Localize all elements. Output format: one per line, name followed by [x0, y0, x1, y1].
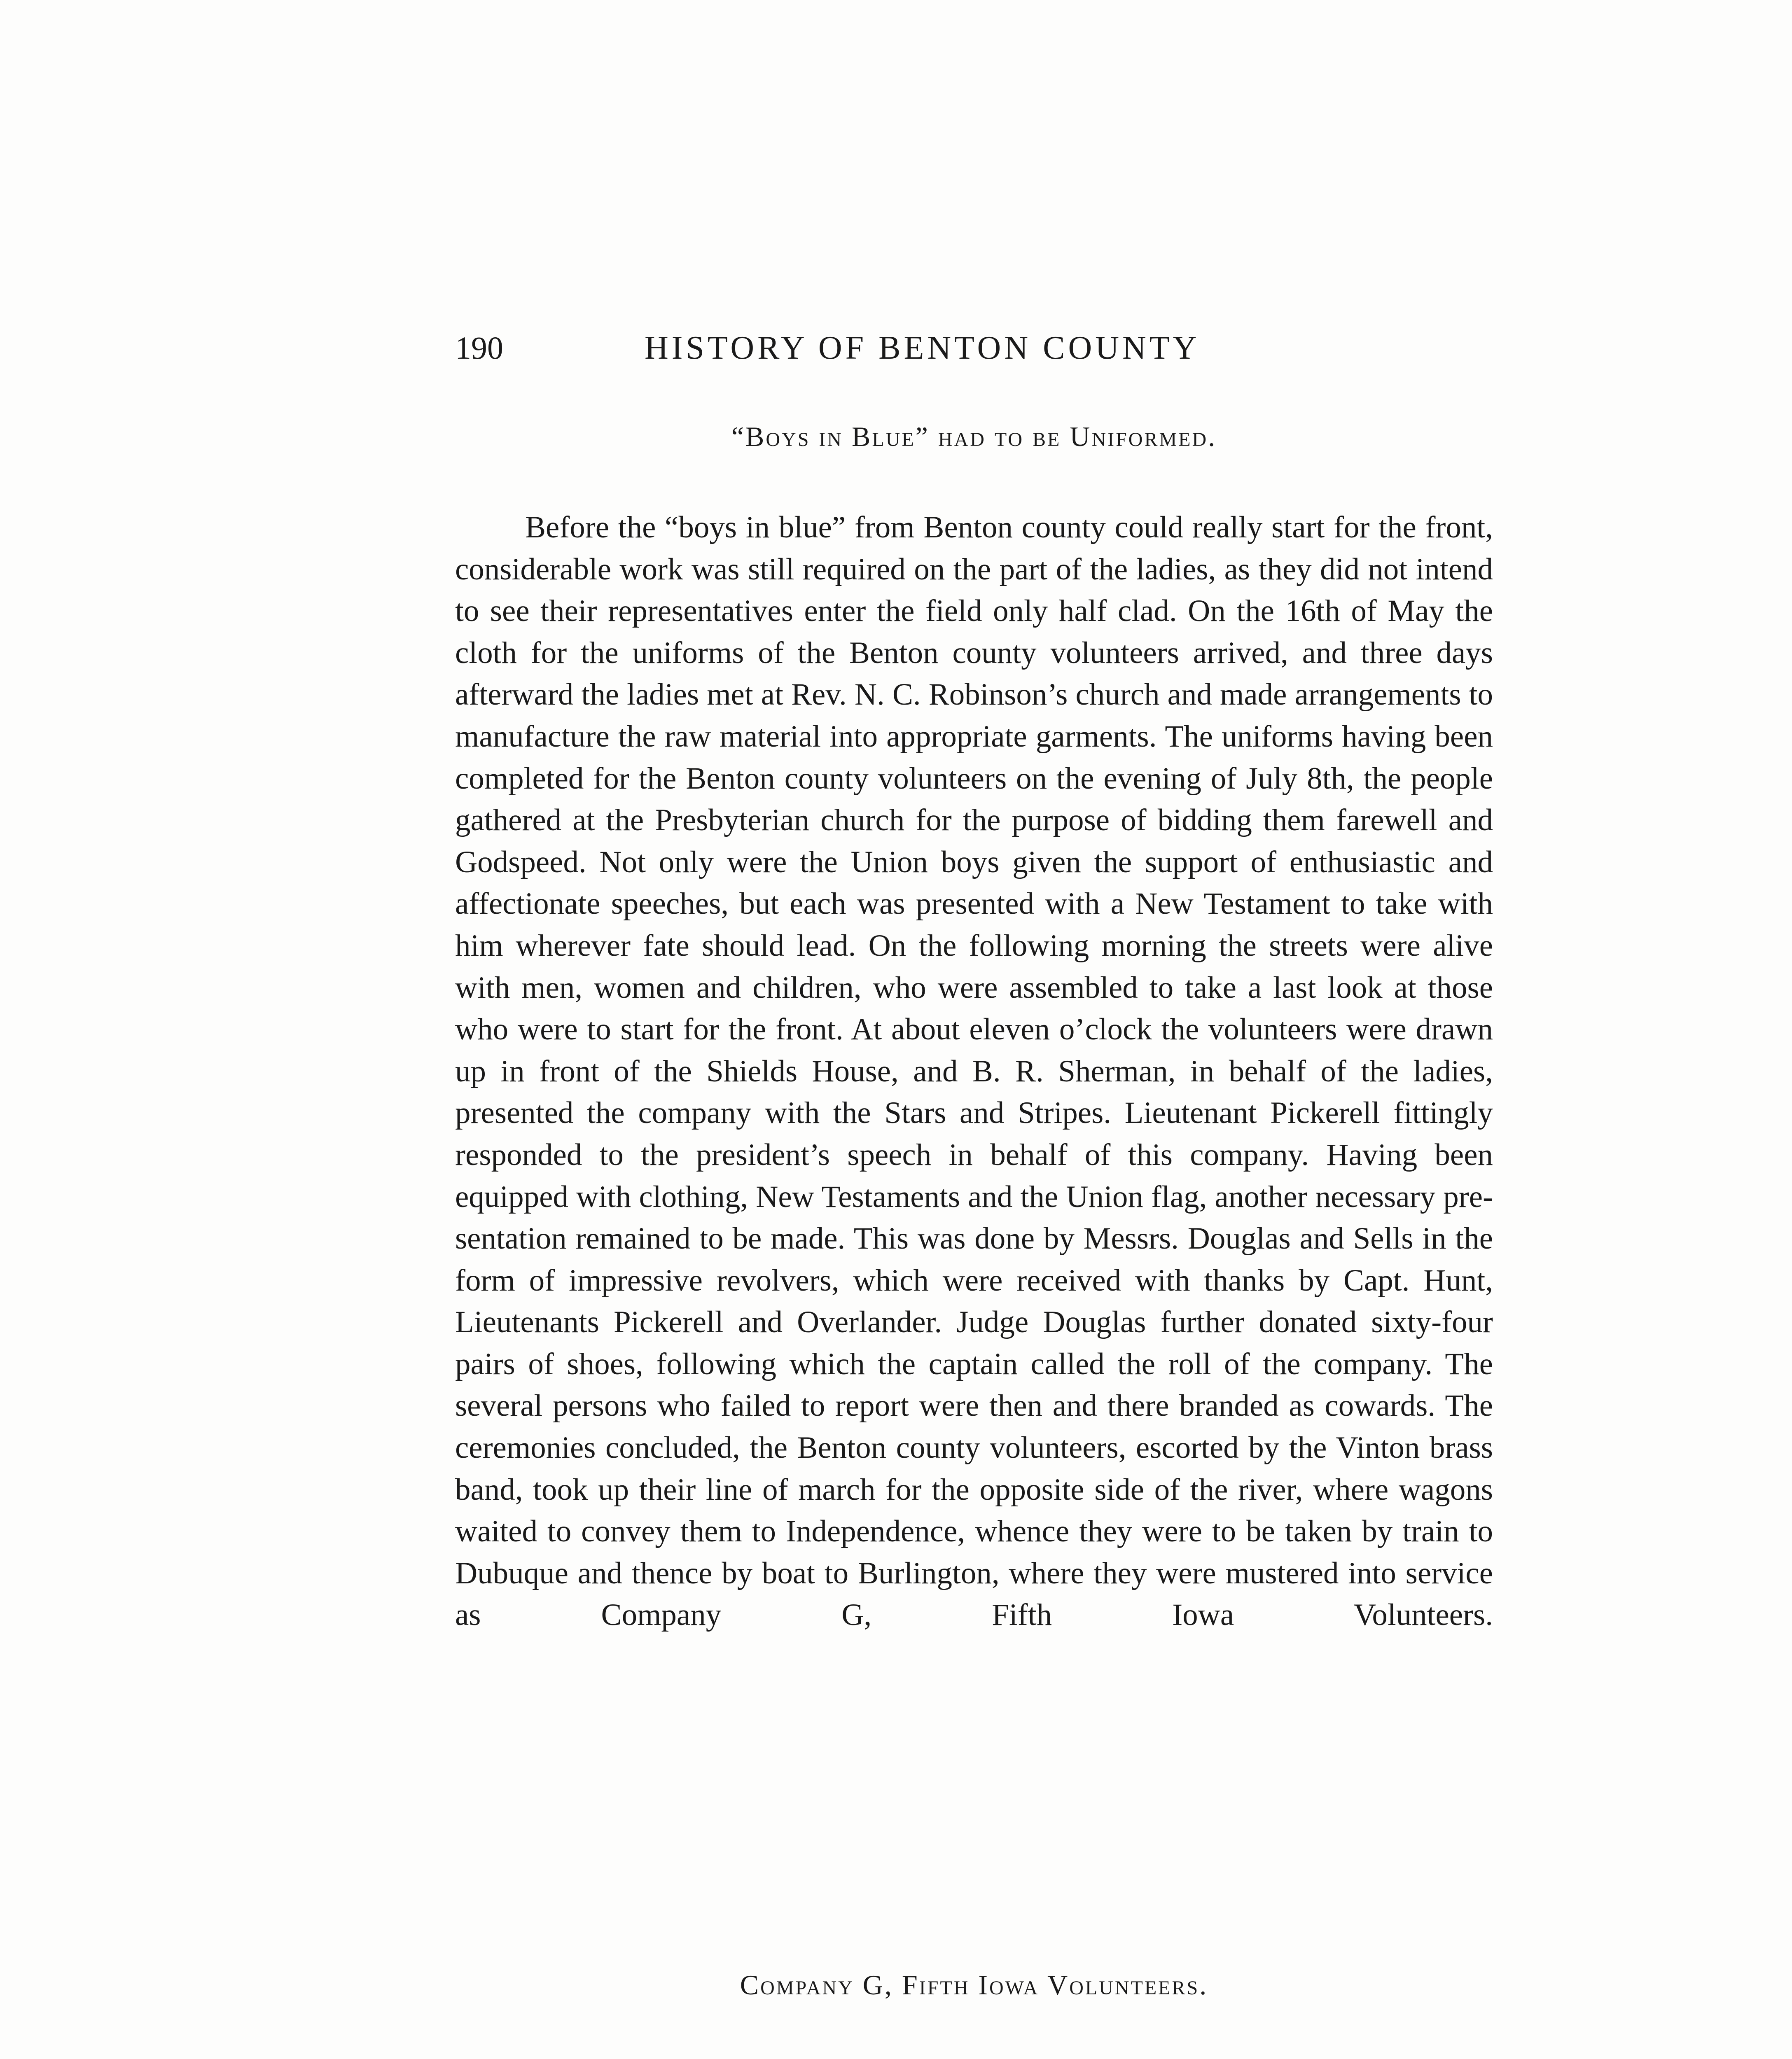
- running-title: HISTORY OF BENTON COUNTY: [645, 330, 1200, 366]
- page-number: 190: [455, 330, 503, 366]
- running-head: [455, 325, 1493, 371]
- section-heading-company-g: Company G, Fifth Iowa Volunteers.: [740, 1969, 1208, 2001]
- section-heading-uniforms: “Boys in Blue” had to be Uniformed.: [731, 421, 1217, 452]
- paragraph-uniforms: Before the “boys in blue” from Benton county could really start for the front, considerable work was still required on the part of the ladies, as they did not intend to see their representatives enter the field only half clad. On the 16th of May the cloth for the uniforms of the Benton county volunteers arrived, and three days afterward the ladies met at Rev. N. C. Robinson’s church and made arrangements to manufacture the raw material into appropriate garments. The uniforms having been completed for the Benton county volunteers on the evening of July 8th, the people gathered at the Presbyterian church for the purpose of bidding them farewell and Godspeed. Not only were the Union boys given the support of enthusiastic and affectionate speeches, but each was presented with a New Testament to take with him wherever fate should lead. On the following morning the streets were alive with men, women and children, who were assembled to take a last look at those who were to start for the front. At about eleven o’clock the volunteers were drawn up in front of the Shields House, and B. R. Sherman, in behalf of the ladies, presented the company with the Stars and Stripes. Lieutenant Pickerell fittingly responded to the president’s speech in behalf of this company. Having been equipped with clothing, New Testaments and the Union flag, another necessary presentation remained to be made. This was done by Messrs. Douglas and Sells in the form of impressive revolvers, which were received with thanks by Capt. Hunt, Lieutenants Pickerell and Overlander. Judge Douglas further donated sixty-four pairs of shoes, following which the captain called the roll of the company. The several persons who failed to report were then and there branded as cowards. The ceremonies concluded, the Benton county volunteers, escorted by the Vinton brass band, took up their line of march for the opposite side of the river, where wagons waited to convey them to Independence, whence they were to be taken by train to Dubuque and thence by boat to Burlington, where they were mustered into service as Company G, Fifth Iowa Volunteers.: [455, 510, 1493, 1632]
